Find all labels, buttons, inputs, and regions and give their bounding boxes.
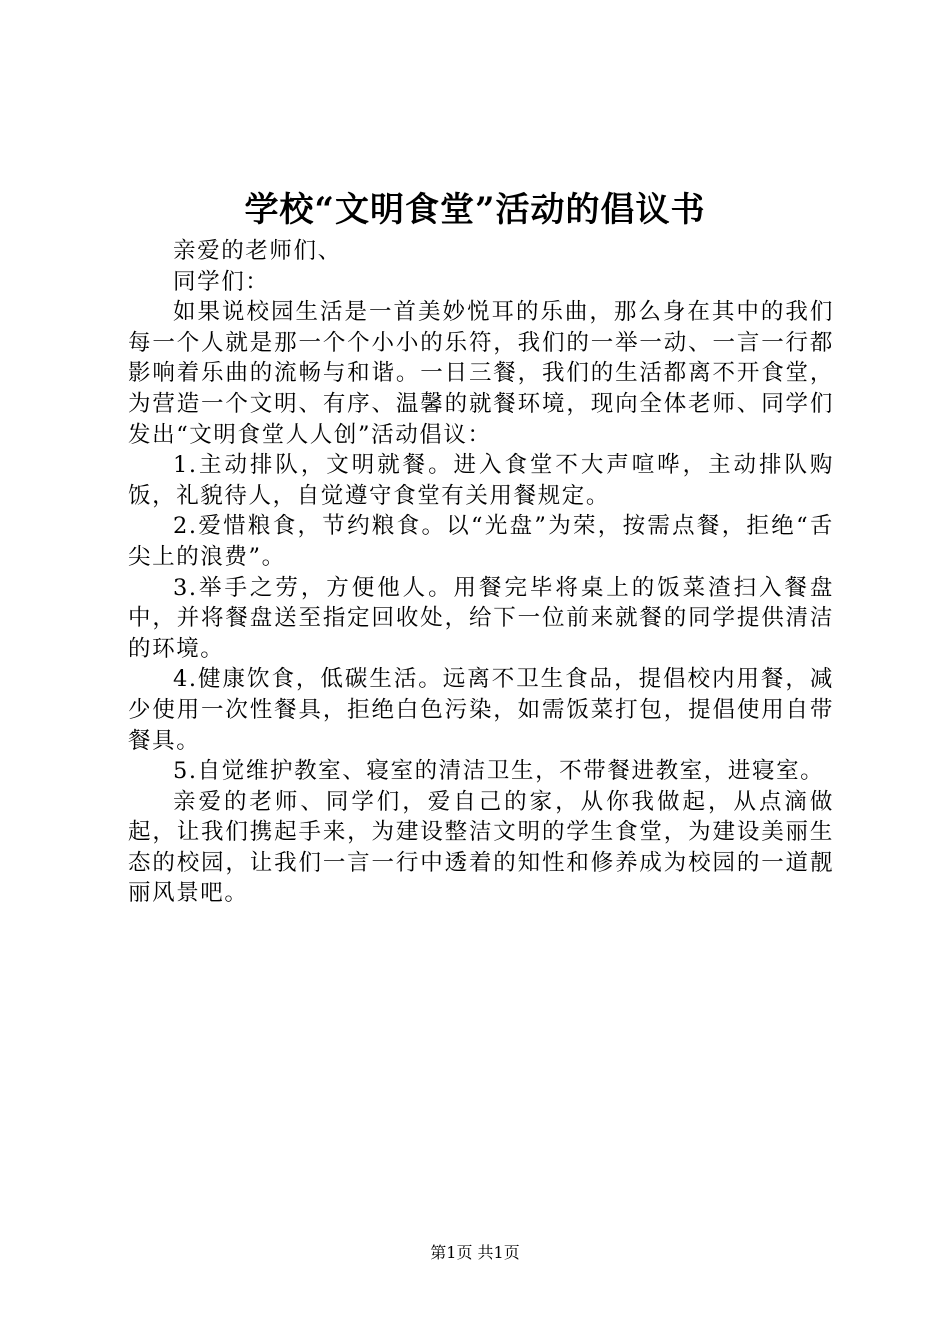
document-title: 学校“文明食堂”活动的倡议书	[244, 190, 706, 230]
closing-paragraph: 亲爱的老师、同学们，爱自己的家，从你我做起，从点滴做起，让我们携起手来，为建设整洁文明的学生食堂，为建设美丽生态的校园，让我们一言一行中透着的知性和修养成为校园的一道靓丽风景吧。	[128, 788, 834, 907]
proposal-item-3: 3.举手之劳，方便他人。用餐完毕将桌上的饭菜渣扫入餐盘中，并将餐盘送至指定回收处，给下一位前来就餐的同学提供清洁的环境。	[128, 574, 834, 662]
proposal-item-4: 4.健康饮食，低碳生活。远离不卫生食品，提倡校内用餐，减少使用一次性餐具，拒绝白色污染，如需饭菜打包，提倡使用自带餐具。	[128, 666, 834, 754]
proposal-item-2: 2.爱惜粮食，节约粮食。以“光盘”为荣，按需点餐，拒绝“舌尖上的浪费”。	[128, 513, 834, 570]
greeting-line-1: 亲爱的老师们、	[173, 238, 342, 264]
document-body	[128, 236, 834, 909]
proposal-item-1: 1.主动排队，文明就餐。进入食堂不大声喧哗，主动排队购饭，礼貌待人，自觉遵守食堂有关用餐规定。	[128, 452, 834, 509]
proposal-item-5: 5.自觉维护教室、寝室的清洁卫生，不带餐进教室，进寝室。	[173, 758, 825, 785]
page-footer: 第1页 共1页	[430, 1243, 520, 1262]
greeting-line-2: 同学们：	[173, 268, 270, 295]
intro-paragraph: 如果说校园生活是一首美妙悦耳的乐曲，那么身在其中的我们每一个人就是那一个个小小的乐符，我们的一举一动、一言一行都影响着乐曲的流畅与和谐。一日三餐，我们的生活都离不开食堂，为营造一个文明、有序、温馨的就餐环境，现向全体老师、同学们发出“文明食堂人人创”活动倡议：	[128, 299, 834, 448]
